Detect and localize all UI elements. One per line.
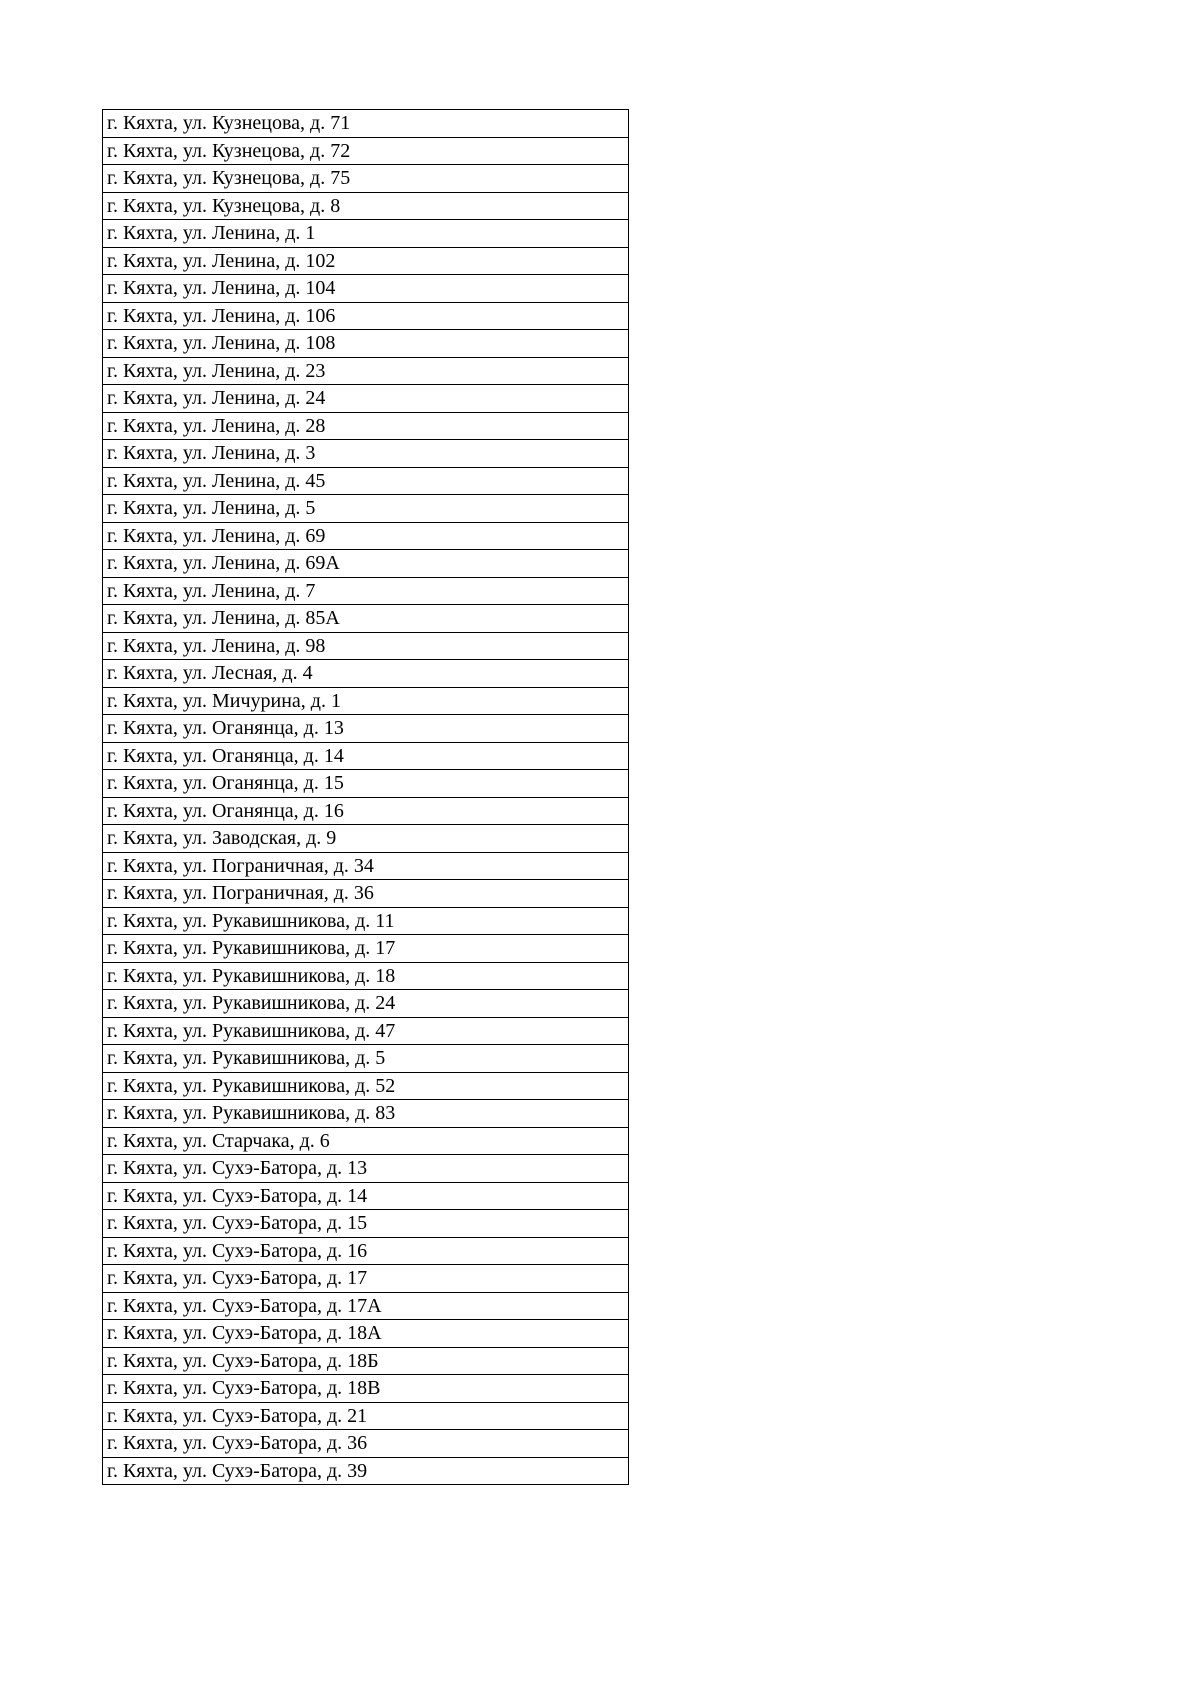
table-row xyxy=(103,1127,629,1155)
address-cell: г. Кяхта, ул. Пограничная, д. 34 xyxy=(103,852,629,880)
address-cell: г. Кяхта, ул. Рукавишникова, д. 17 xyxy=(103,935,629,963)
table-row xyxy=(103,605,629,633)
table-row xyxy=(103,1320,629,1348)
table-row xyxy=(103,1457,629,1485)
table-row xyxy=(103,742,629,770)
table-row xyxy=(103,440,629,468)
table-row xyxy=(103,247,629,275)
address-cell: г. Кяхта, ул. Ленина, д. 108 xyxy=(103,330,629,358)
address-cell: г. Кяхта, ул. Ленина, д. 1 xyxy=(103,220,629,248)
address-cell: г. Кяхта, ул. Сухэ-Батора, д. 21 xyxy=(103,1402,629,1430)
table-row xyxy=(103,385,629,413)
address-cell: г. Кяхта, ул. Сухэ-Батора, д. 18А xyxy=(103,1320,629,1348)
address-cell: г. Кяхта, ул. Сухэ-Батора, д. 18В xyxy=(103,1375,629,1403)
table-row xyxy=(103,1237,629,1265)
address-cell: г. Кяхта, ул. Пограничная, д. 36 xyxy=(103,880,629,908)
address-cell: г. Кяхта, ул. Кузнецова, д. 8 xyxy=(103,192,629,220)
table-row xyxy=(103,852,629,880)
table-row xyxy=(103,412,629,440)
address-cell: г. Кяхта, ул. Кузнецова, д. 75 xyxy=(103,165,629,193)
table-row xyxy=(103,1402,629,1430)
table-row xyxy=(103,192,629,220)
address-cell: г. Кяхта, ул. Оганянца, д. 15 xyxy=(103,770,629,798)
address-cell: г. Кяхта, ул. Сухэ-Батора, д. 17 xyxy=(103,1265,629,1293)
address-cell: г. Кяхта, ул. Рукавишникова, д. 83 xyxy=(103,1100,629,1128)
address-cell: г. Кяхта, ул. Сухэ-Батора, д. 39 xyxy=(103,1457,629,1485)
table-row xyxy=(103,825,629,853)
address-cell: г. Кяхта, ул. Ленина, д. 98 xyxy=(103,632,629,660)
address-table xyxy=(102,109,629,1485)
table-row xyxy=(103,110,629,138)
address-cell: г. Кяхта, ул. Сухэ-Батора, д. 13 xyxy=(103,1155,629,1183)
address-cell: г. Кяхта, ул. Сухэ-Батора, д. 36 xyxy=(103,1430,629,1458)
table-row xyxy=(103,467,629,495)
address-cell: г. Кяхта, ул. Ленина, д. 69А xyxy=(103,550,629,578)
table-row xyxy=(103,632,629,660)
table-row xyxy=(103,770,629,798)
address-cell: г. Кяхта, ул. Сухэ-Батора, д. 16 xyxy=(103,1237,629,1265)
address-cell: г. Кяхта, ул. Ленина, д. 104 xyxy=(103,275,629,303)
table-row xyxy=(103,990,629,1018)
table-row xyxy=(103,797,629,825)
table-row xyxy=(103,1072,629,1100)
address-cell: г. Кяхта, ул. Ленина, д. 28 xyxy=(103,412,629,440)
address-cell: г. Кяхта, ул. Ленина, д. 3 xyxy=(103,440,629,468)
table-row xyxy=(103,275,629,303)
address-cell: г. Кяхта, ул. Сухэ-Батора, д. 17А xyxy=(103,1292,629,1320)
address-cell: г. Кяхта, ул. Ленина, д. 85А xyxy=(103,605,629,633)
table-row xyxy=(103,550,629,578)
table-row xyxy=(103,330,629,358)
table-row xyxy=(103,1017,629,1045)
table-row xyxy=(103,962,629,990)
address-cell: г. Кяхта, ул. Рукавишникова, д. 47 xyxy=(103,1017,629,1045)
address-cell: г. Кяхта, ул. Сухэ-Батора, д. 14 xyxy=(103,1182,629,1210)
table-row xyxy=(103,660,629,688)
address-cell: г. Кяхта, ул. Оганянца, д. 13 xyxy=(103,715,629,743)
table-row xyxy=(103,1100,629,1128)
table-row xyxy=(103,1045,629,1073)
address-cell: г. Кяхта, ул. Ленина, д. 24 xyxy=(103,385,629,413)
table-row xyxy=(103,1292,629,1320)
table-row xyxy=(103,1182,629,1210)
table-row xyxy=(103,907,629,935)
address-cell: г. Кяхта, ул. Ленина, д. 45 xyxy=(103,467,629,495)
address-cell: г. Кяхта, ул. Сухэ-Батора, д. 18Б xyxy=(103,1347,629,1375)
address-cell: г. Кяхта, ул. Рукавишникова, д. 24 xyxy=(103,990,629,1018)
address-cell: г. Кяхта, ул. Рукавишникова, д. 11 xyxy=(103,907,629,935)
table-row xyxy=(103,137,629,165)
table-row xyxy=(103,935,629,963)
address-cell: г. Кяхта, ул. Лесная, д. 4 xyxy=(103,660,629,688)
address-cell: г. Кяхта, ул. Рукавишникова, д. 5 xyxy=(103,1045,629,1073)
address-cell: г. Кяхта, ул. Кузнецова, д. 71 xyxy=(103,110,629,138)
address-cell: г. Кяхта, ул. Ленина, д. 102 xyxy=(103,247,629,275)
address-cell: г. Кяхта, ул. Оганянца, д. 14 xyxy=(103,742,629,770)
address-cell: г. Кяхта, ул. Ленина, д. 69 xyxy=(103,522,629,550)
table-row xyxy=(103,687,629,715)
table-row xyxy=(103,1265,629,1293)
address-cell: г. Кяхта, ул. Кузнецова, д. 72 xyxy=(103,137,629,165)
table-row xyxy=(103,495,629,523)
table-row xyxy=(103,357,629,385)
address-cell: г. Кяхта, ул. Старчака, д. 6 xyxy=(103,1127,629,1155)
table-row xyxy=(103,715,629,743)
table-row xyxy=(103,522,629,550)
address-cell: г. Кяхта, ул. Ленина, д. 7 xyxy=(103,577,629,605)
address-cell: г. Кяхта, ул. Ленина, д. 106 xyxy=(103,302,629,330)
address-cell: г. Кяхта, ул. Оганянца, д. 16 xyxy=(103,797,629,825)
address-cell: г. Кяхта, ул. Рукавишникова, д. 18 xyxy=(103,962,629,990)
table-row xyxy=(103,1155,629,1183)
address-table-body xyxy=(103,110,629,1485)
table-row xyxy=(103,1210,629,1238)
address-cell: г. Кяхта, ул. Ленина, д. 5 xyxy=(103,495,629,523)
address-cell: г. Кяхта, ул. Заводская, д. 9 xyxy=(103,825,629,853)
table-row xyxy=(103,1347,629,1375)
table-row xyxy=(103,165,629,193)
table-row xyxy=(103,220,629,248)
table-row xyxy=(103,1375,629,1403)
table-row xyxy=(103,1430,629,1458)
address-cell: г. Кяхта, ул. Мичурина, д. 1 xyxy=(103,687,629,715)
table-row xyxy=(103,302,629,330)
address-cell: г. Кяхта, ул. Ленина, д. 23 xyxy=(103,357,629,385)
table-row xyxy=(103,577,629,605)
address-cell: г. Кяхта, ул. Рукавишникова, д. 52 xyxy=(103,1072,629,1100)
address-cell: г. Кяхта, ул. Сухэ-Батора, д. 15 xyxy=(103,1210,629,1238)
table-row xyxy=(103,880,629,908)
